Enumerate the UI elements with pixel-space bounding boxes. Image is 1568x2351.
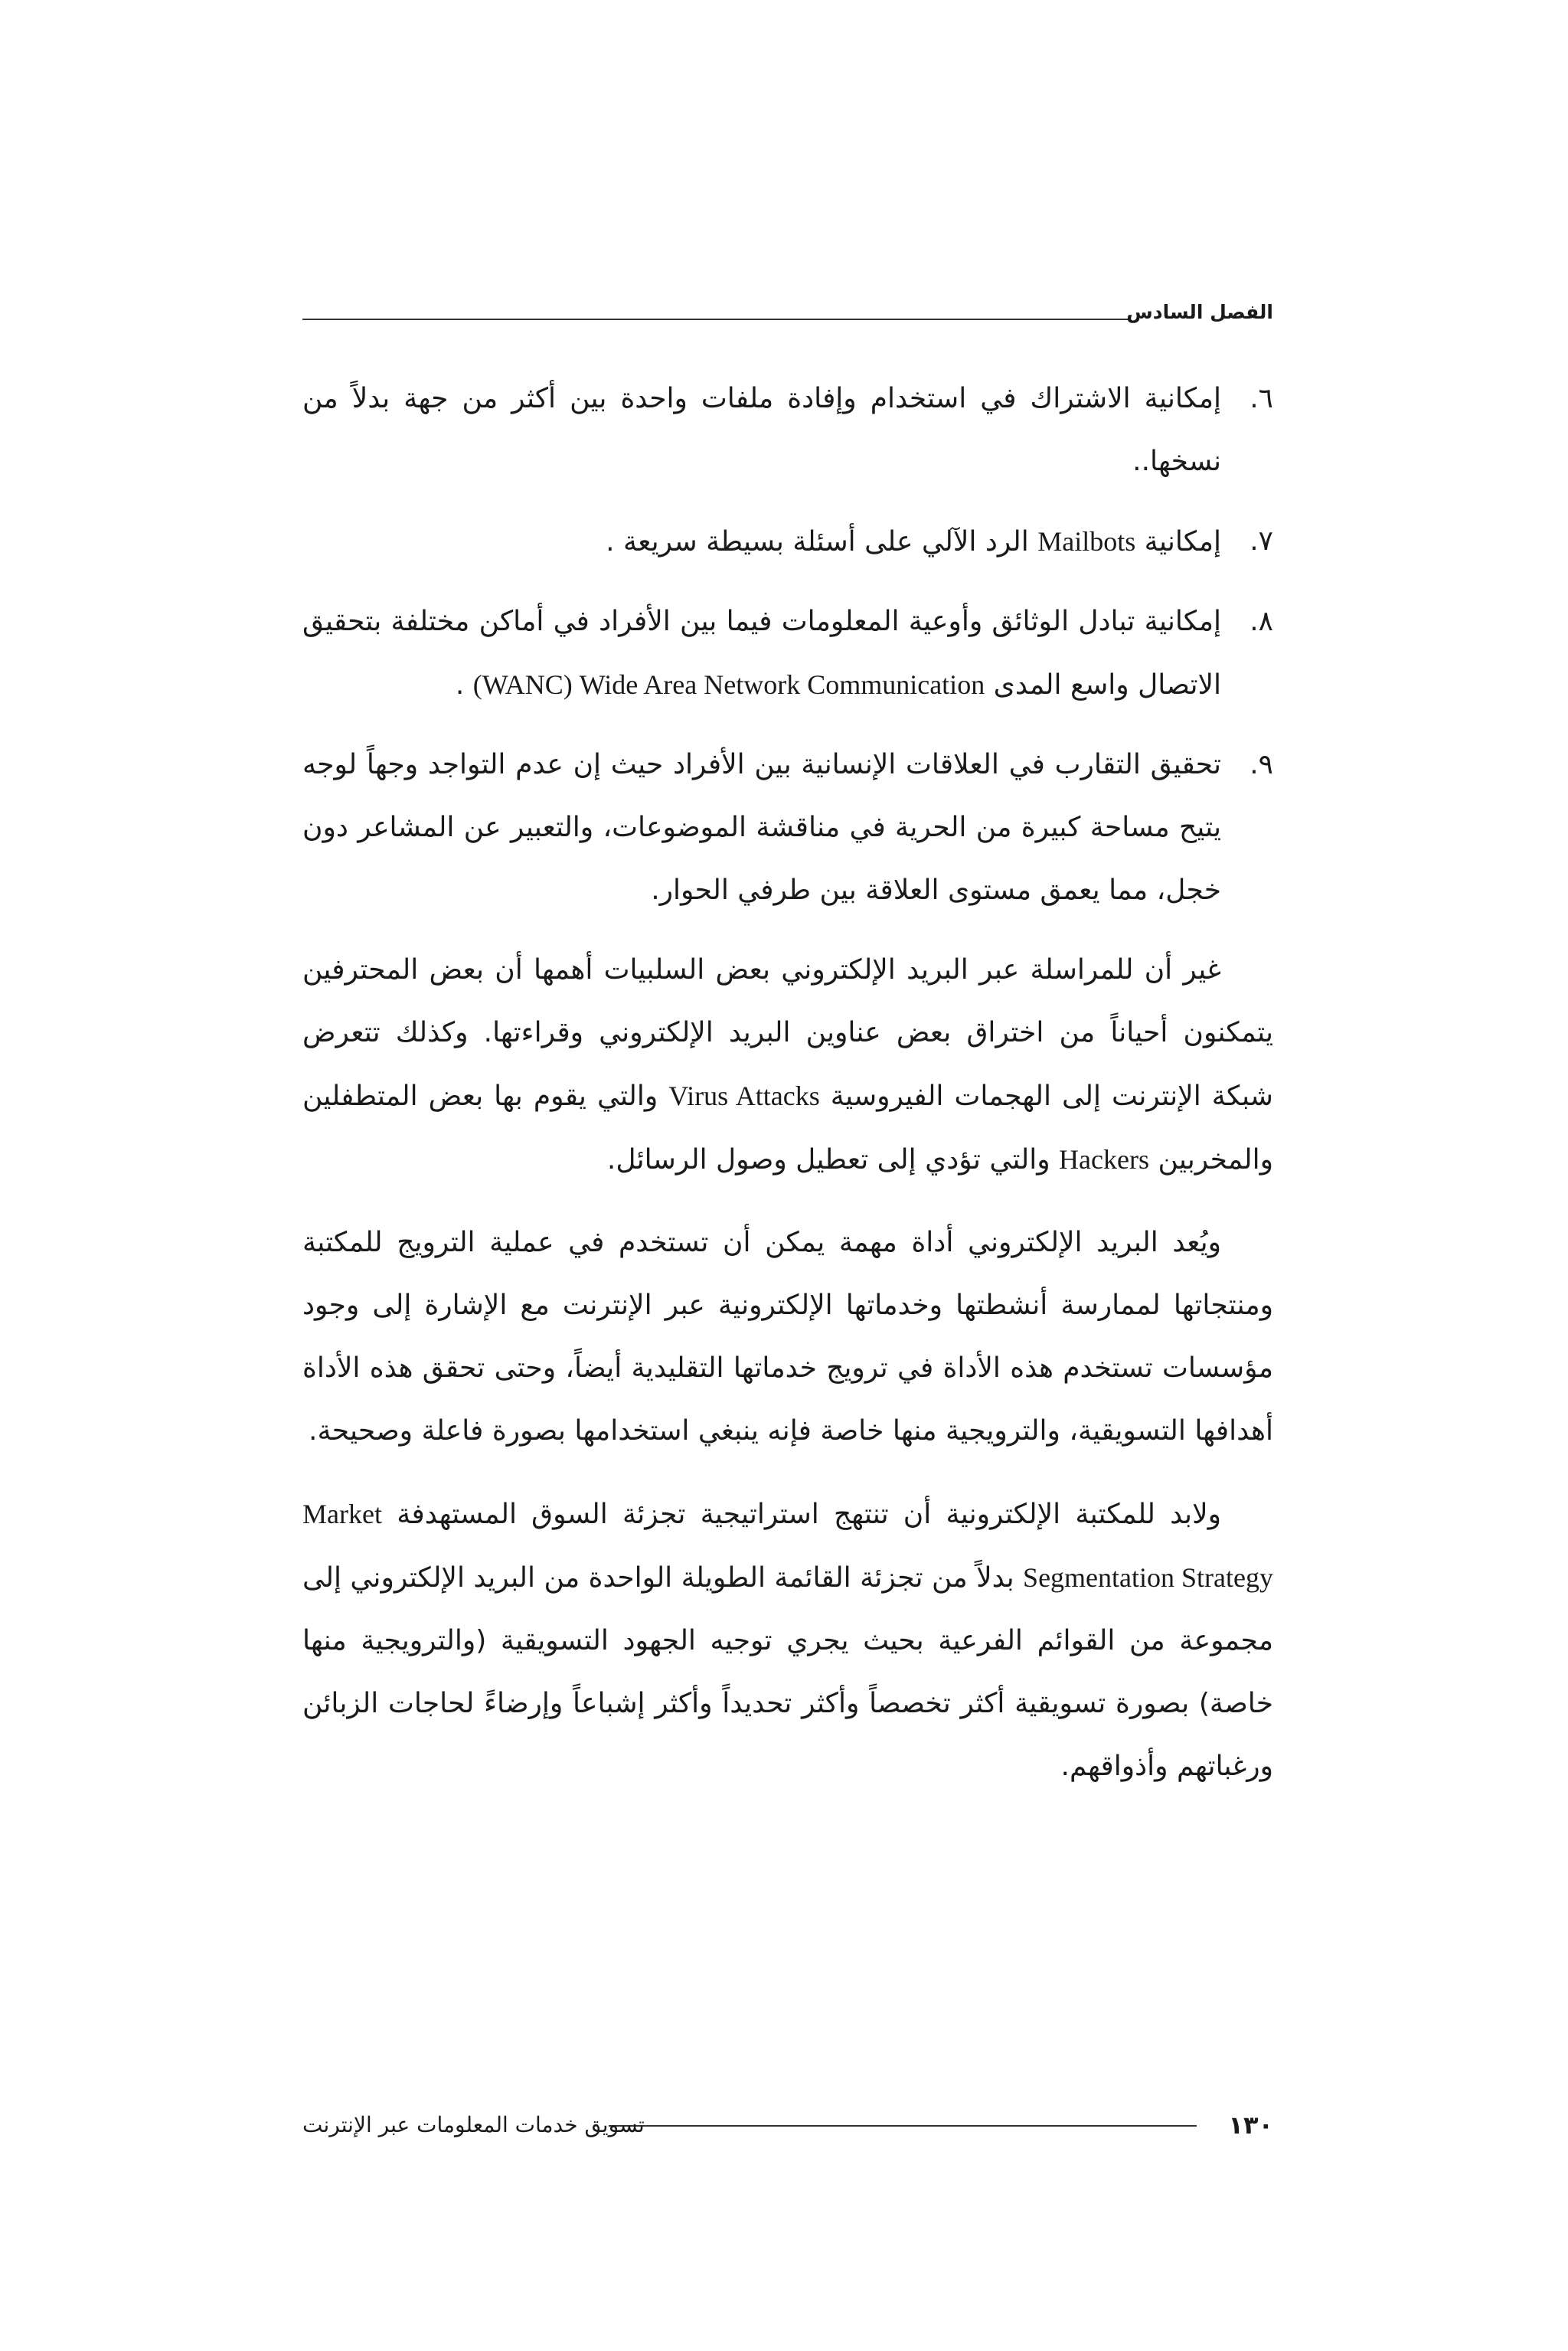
running-footer — [302, 2305, 1273, 2351]
running-header — [302, 297, 1273, 328]
list-text: إمكانية الاشتراك في استخدام وإفادة ملفات واحدة بين أكثر من جهة بدلاً من نسخها.. — [302, 383, 1221, 477]
list-number: ٦. — [1250, 383, 1273, 414]
list-item-7 — [302, 510, 1273, 574]
list-item-8 — [302, 590, 1273, 717]
list-text-after: الرد الآلي على أسئلة بسيطة سريعة . — [606, 526, 1029, 558]
latin-term: Mailbots — [1037, 526, 1136, 557]
latin-term: Hackers — [1059, 1144, 1149, 1175]
chapter-title: الفصل السادس — [1126, 301, 1273, 323]
list-number: ٨. — [1250, 606, 1273, 637]
list-text: تحقيق التقارب في العلاقات الإنسانية بين الأفراد حيث إن عدم التواجد وجهاً لوجه يتيح مساحة كبيرة من الحرية في مناقشة الموضوعات، والتعبير عن المشاعر دون خجل، مما يعمق مستوى العلاقة بين طرفي الحوار. — [302, 749, 1221, 906]
paragraph-promotion: ويُعد البريد الإلكتروني أداة مهمة يمكن أن تستخدم في عملية الترويج للمكتبة ومنتجاتها لممارسة أنشطتها وخدماتها الإلكترونية عبر الإنترنت مع الإشارة إلى وجود مؤسسات تستخدم هذه الأداة في ترويج خدماتها التقليدية أيضاً، وحتى تحقق هذه الأداة أهدافها التسويقية، والترويجية منها خاصة فإنه ينبغي استخدامها بصورة فاعلة وصحيحة. — [302, 1227, 1273, 1447]
page-body — [302, 368, 1273, 1818]
list-text-before: إمكانية تبادل الوثائق وأوعية المعلومات فيما بين الأفراد في أماكن مختلفة بتحقيق الاتصال واسع المدى — [302, 606, 1221, 701]
paragraph-text: بدلاً من تجزئة القائمة الطويلة الواحدة من البريد الإلكتروني إلى مجموعة من القوائم الفرعية بحيث يجري توجيه الجهود التسويقية (والترويجية منها خاصة) بصورة تسويقية أكثر تخصصاً وأكثر تحديداً وأكثر إشباعاً وإرضاءً لحاجات الزبائن ورغباتهم وأذواقهم. — [302, 1562, 1273, 1782]
list-number: ٧. — [1250, 525, 1273, 557]
list-text — [302, 510, 1221, 574]
list-text-after: . — [455, 669, 465, 701]
footer-block — [302, 2102, 1273, 2148]
footer-rule — [609, 2125, 1197, 2127]
paragraph-text: والتي يقوم بها بعض المتطفلين والمخربين — [302, 1081, 1273, 1176]
paragraph-text: ولابد للمكتبة الإلكترونية أن تنتهج استراتيجية تجزئة السوق المستهدفة — [397, 1499, 1221, 1530]
paragraph-text: والتي تؤدي إلى تعطيل وصول الرسائل. — [606, 1144, 1050, 1176]
paragraph-drawbacks — [302, 939, 1273, 1192]
paragraph-text: غير أن للمراسلة عبر البريد الإلكتروني بعض السلبيات أهمها أن بعض المحترفين يتمكنون أحياناً من اختراق بعض عناوين البريد الإلكتروني وقراءتها. وكذلك تتعرض شبكة الإنترنت إلى الهجمات الفيروسية — [302, 954, 1273, 1112]
latin-term: Virus Attacks — [668, 1081, 820, 1111]
latin-term: (WANC) Wide Area Network Communication — [472, 669, 985, 700]
latin-term: Market Segmentation Strategy — [302, 1499, 1273, 1593]
list-item-9 — [302, 734, 1273, 922]
paragraph-segmentation — [302, 1483, 1273, 1798]
list-text — [302, 590, 1221, 717]
header-rule — [302, 319, 1128, 320]
page-number: ١٣٠ — [1228, 2111, 1273, 2140]
list-item-6 — [302, 368, 1273, 493]
list-number: ٩. — [1250, 749, 1273, 780]
book-title: تسويق خدمات المعلومات عبر الإنترنت — [302, 2112, 645, 2137]
list-text-before: إمكانية — [1144, 526, 1221, 558]
